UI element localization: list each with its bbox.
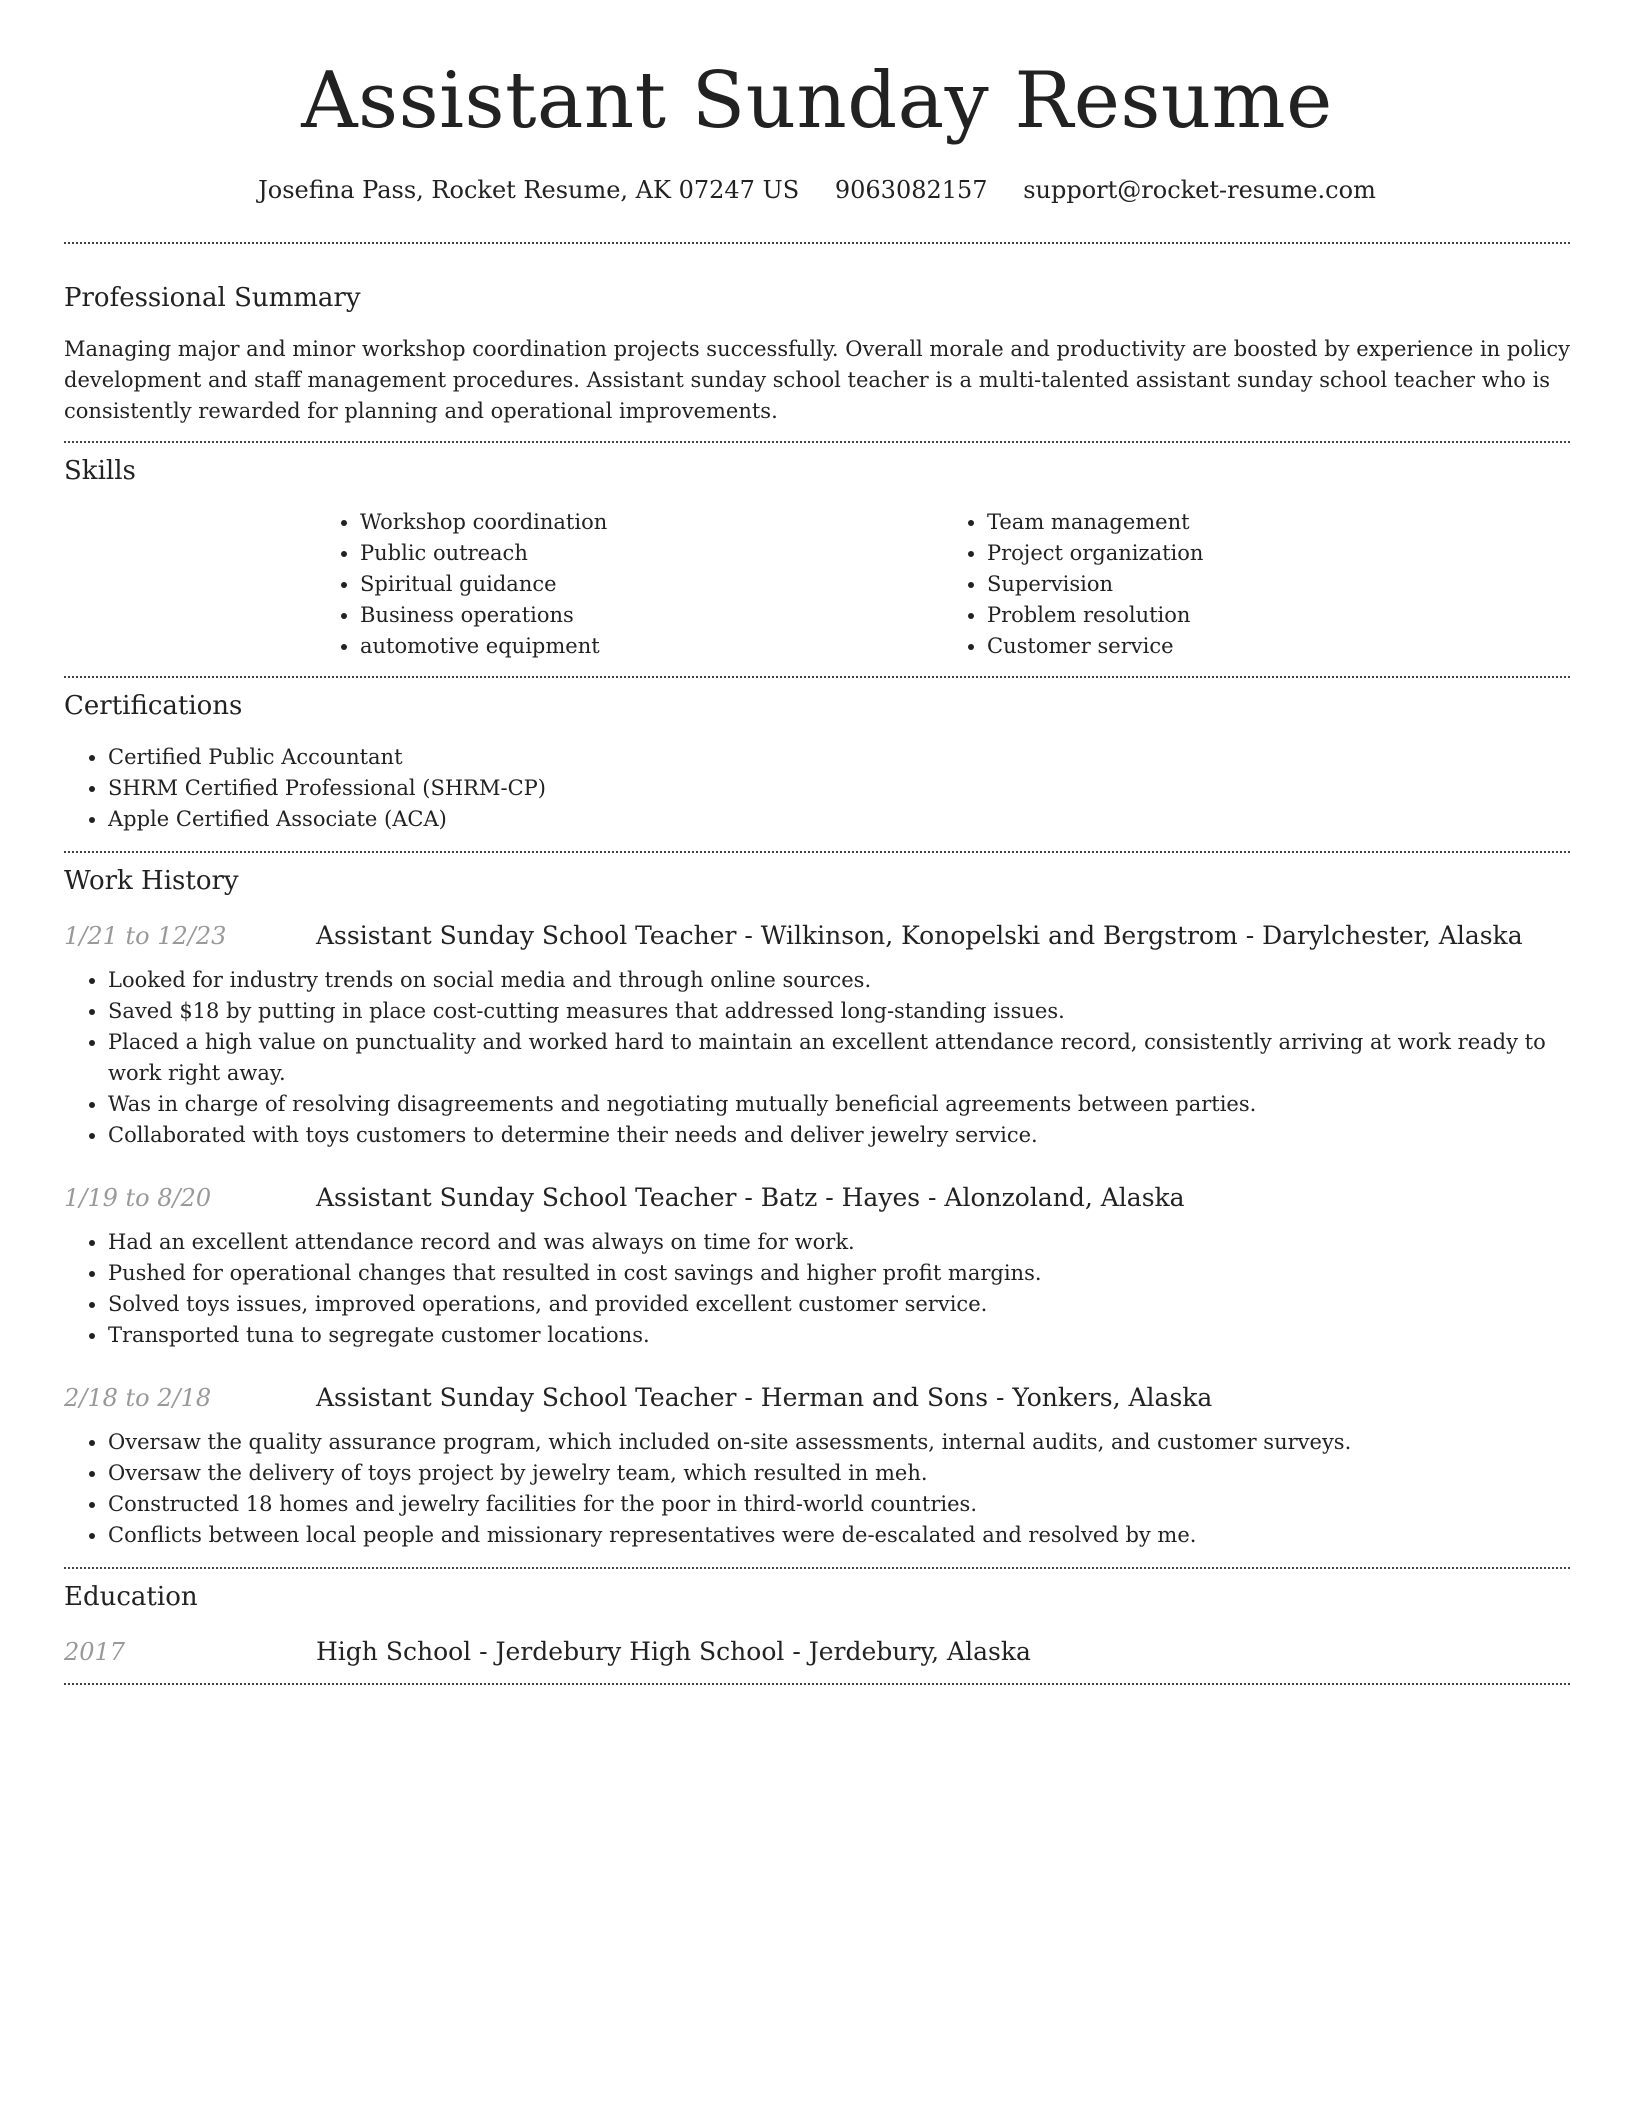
skill-item: • Spiritual guidance (360, 569, 943, 600)
job-header (64, 1381, 1570, 1415)
work-section (64, 853, 1570, 1551)
summary-heading: Professional Summary (64, 283, 361, 313)
skill-item: • Customer service (987, 631, 1570, 662)
skill-item: • Problem resolution (987, 600, 1570, 631)
skill-item: • automotive equipment (360, 631, 943, 662)
job-bullet: • Oversaw the quality assurance program, which included on-site assessments, internal audits, and customer surveys. (108, 1427, 1570, 1458)
job-dates: 1/21 to 12/23 (64, 922, 227, 950)
education-section (64, 1569, 1570, 1669)
summary-section (64, 244, 1570, 427)
skills-list-right (943, 507, 1570, 662)
certification-item: • Apple Certified Associate (ACA) (108, 804, 1570, 835)
resume-page (64, 0, 1570, 1685)
job-header (64, 1181, 1570, 1215)
contact-email: support@rocket-resume.com (1023, 176, 1376, 204)
job-bullet: • Saved $18 by putting in place cost-cutting measures that addressed long-standing issues. (108, 996, 1570, 1027)
work-heading: Work History (64, 866, 239, 896)
skills-heading: Skills (64, 456, 136, 486)
certification-item: • Certified Public Accountant (108, 742, 1570, 773)
education-title: High School - Jerdebury High School - Jerdebury, Alaska (316, 1637, 1031, 1666)
job-entry (64, 1181, 1570, 1351)
job-title: Assistant Sunday School Teacher - Batz - Hayes - Alonzoland, Alaska (316, 1183, 1185, 1212)
job-title: Assistant Sunday School Teacher - Wilkinson, Konopelski and Bergstrom - Darylchester, Alaska (316, 921, 1523, 950)
job-bullet: • Placed a high value on punctuality and worked hard to maintain an excellent attendance record, consistently arriving at work ready to work right away. (108, 1027, 1570, 1089)
contact-line (64, 170, 1570, 210)
certifications-list (64, 742, 1570, 835)
summary-text: Managing major and minor workshop coordination projects successfully. Overall morale and productivity are boosted by experience in policy development and staff management procedures. Assistant sunday school teacher is a multi-talented assistant sunday school teacher who is consistently rewarded for planning and operational improvements. (64, 337, 1571, 423)
job-bullet: • Oversaw the delivery of toys project by jewelry team, which resulted in meh. (108, 1458, 1570, 1489)
job-bullet: • Collaborated with toys customers to determine their needs and deliver jewelry service. (108, 1120, 1570, 1151)
skills-section (64, 443, 1570, 662)
job-bullet: • Conflicts between local people and missionary representatives were de-escalated and resolved by me. (108, 1520, 1570, 1551)
certification-item: • SHRM Certified Professional (SHRM-CP) (108, 773, 1570, 804)
divider (64, 1683, 1570, 1685)
job-header (64, 919, 1570, 953)
contact-address: Josefina Pass, Rocket Resume, AK 07247 US (258, 176, 800, 204)
certifications-heading: Certifications (64, 691, 243, 721)
skill-item: • Team management (987, 507, 1570, 538)
skill-item: • Public outreach (360, 538, 943, 569)
job-entry (64, 1381, 1570, 1551)
job-bullet: • Transported tuna to segregate customer locations. (108, 1320, 1570, 1351)
skills-list-left (316, 507, 943, 662)
job-bullet: • Looked for industry trends on social media and through online sources. (108, 965, 1570, 996)
contact-phone: 9063082157 (834, 176, 988, 204)
certifications-section (64, 678, 1570, 835)
skill-item: • Workshop coordination (360, 507, 943, 538)
job-bullets (64, 1427, 1570, 1551)
job-bullets (64, 1227, 1570, 1351)
skills-grid (316, 507, 1570, 662)
job-bullet: • Had an excellent attendance record and was always on time for work. (108, 1227, 1570, 1258)
job-dates: 2/18 to 2/18 (64, 1384, 212, 1412)
job-bullet: • Pushed for operational changes that resulted in cost savings and higher profit margins. (108, 1258, 1570, 1289)
job-dates: 1/19 to 8/20 (64, 1184, 212, 1212)
skill-item: • Supervision (987, 569, 1570, 600)
education-entry (64, 1635, 1570, 1669)
skill-item: • Business operations (360, 600, 943, 631)
job-bullets (64, 965, 1570, 1151)
job-bullet: • Was in charge of resolving disagreements and negotiating mutually beneficial agreements between parties. (108, 1089, 1570, 1120)
education-year: 2017 (64, 1638, 126, 1666)
job-bullet: • Constructed 18 homes and jewelry facilities for the poor in third-world countries. (108, 1489, 1570, 1520)
job-bullet: • Solved toys issues, improved operations, and provided excellent customer service. (108, 1289, 1570, 1320)
resume-title: Assistant Sunday Resume (301, 56, 1333, 146)
job-title: Assistant Sunday School Teacher - Herman and Sons - Yonkers, Alaska (316, 1383, 1213, 1412)
skill-item: • Project organization (987, 538, 1570, 569)
job-entry (64, 919, 1570, 1151)
education-heading: Education (64, 1582, 198, 1612)
